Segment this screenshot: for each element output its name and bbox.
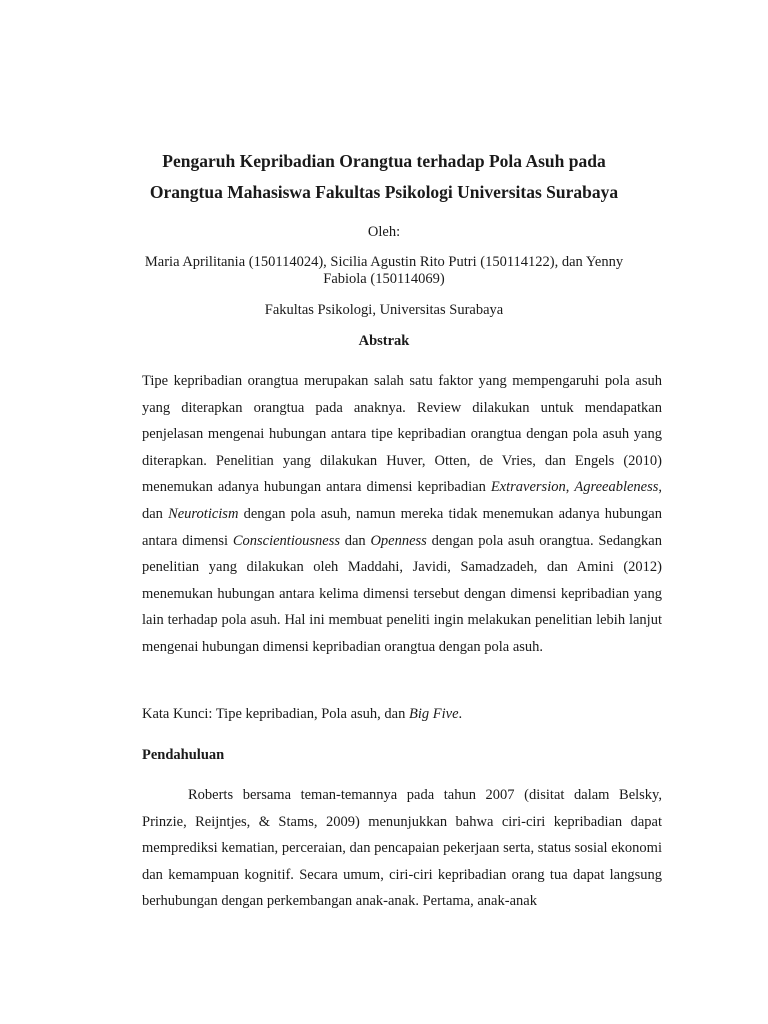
keywords: Kata Kunci: Tipe kepribadian, Pola asuh, dan Big Five. [142, 706, 463, 722]
affiliation: Fakultas Psikologi, Universitas Surabaya [264, 302, 504, 318]
abstract-heading: Abstrak [358, 333, 410, 349]
authors-line-1: Maria Aprilitania (150114024), Sicilia Agustin Rito Putri (150114122), dan Yenny [144, 254, 624, 270]
paper-title [100, 146, 668, 208]
introduction-body [142, 782, 662, 915]
oleh-label: Oleh: [367, 224, 401, 240]
title-line-1: Pengaruh Kepribadian Orangtua terhadap Pola Asuh pada [162, 151, 606, 171]
authors-line-2: Fabiola (150114069) [323, 271, 445, 287]
section-heading-pendahuluan: Pendahuluan [142, 747, 225, 763]
introduction-paragraph: Roberts bersama teman-temannya pada tahun 2007 (disitat dalam Belsky, Prinzie, Reijntjes, & Stams, 2009) menunjukkan bahwa ciri-ciri kepribadian dapat memprediksi kematian, perceraian, dan pencapaian pekerjaan serta, status sosial ekonomi dan kemampuan kognitif. Secara umum, ciri-ciri kepribadian orang tua dapat langsung berhubungan dengan perkembangan anak-anak. Pertama, anak-anak [142, 787, 662, 910]
abstract-body [142, 368, 662, 661]
abstract-paragraph: Tipe kepribadian orangtua merupakan salah satu faktor yang mempengaruhi pola asuh yang diterapkan orangtua pada anaknya. Review dilakukan untuk mendapatkan penjelasan mengenai hubungan antara tipe kepribadian orangtua dengan pola asuh yang diterapkan. Penelitian yang dilakukan Huver, Otten, de Vries, dan Engels (2010) menemukan adanya hubungan antara dimensi kepribadian Extraversion, Agreeableness, dan Neuroticism dengan pola asuh, namun mereka tidak menemukan adanya hubungan antara dimensi Conscientiousness dan Openness dengan pola asuh orangtua. Sedangkan penelitian yang dilakukan oleh Maddahi, Javidi, Samadzadeh, dan Amini (2012) menemukan hubungan antara kelima dimensi tersebut dengan dimensi kepribadian yang lain terhadap pola asuh. Hal ini membuat peneliti ingin melakukan penelitian lebih lanjut mengenai hubungan dimensi kepribadian orangtua dengan pola asuh. [142, 373, 663, 655]
author-list [120, 254, 648, 288]
title-line-2: Orangtua Mahasiswa Fakultas Psikologi Universitas Surabaya [149, 182, 619, 202]
